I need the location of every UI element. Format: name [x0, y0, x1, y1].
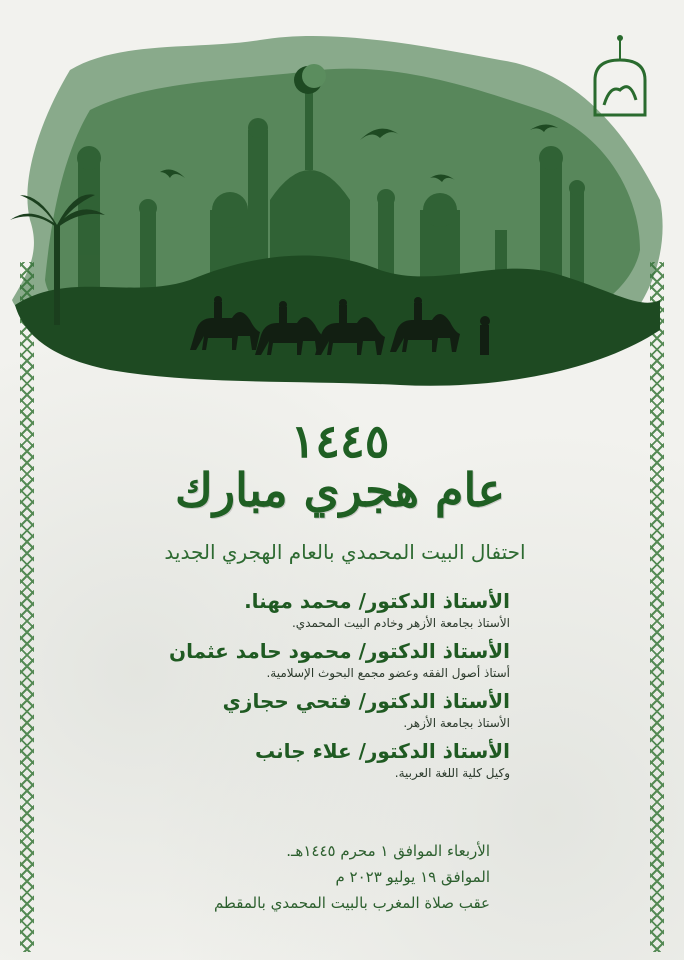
hijri-year: ١٤٤٥	[290, 414, 390, 468]
speaker-name: الأستاذ الدكتور/ فتحي حجازي	[222, 689, 510, 713]
speaker-title: الأستاذ بجامعة الأزهر.	[403, 716, 510, 730]
speaker-item	[160, 588, 510, 631]
event-date-gregorian: الموافق ١٩ يوليو ٢٠٢٣ م	[335, 868, 490, 886]
logo	[590, 30, 650, 120]
speaker-title: الأستاذ بجامعة الأزهر وخادم البيت المحمدي.	[291, 616, 510, 630]
speaker-title: أستاذ أصول الفقه وعضو مجمع البحوث الإسلامية.	[266, 666, 510, 680]
event-subtitle: احتفال البيت المحمدي بالعام الهجري الجديد	[164, 540, 526, 564]
speaker-name: الأستاذ الدكتور/ محمد مهنا.	[244, 589, 510, 613]
event-details	[150, 838, 490, 916]
mosque-caravan-illustration	[0, 0, 684, 400]
speaker-item	[160, 738, 510, 781]
speaker-name: الأستاذ الدكتور/ محمود حامد عثمان	[169, 639, 510, 663]
speakers-list	[160, 588, 510, 788]
speaker-name: الأستاذ الدكتور/ علاء جانب	[255, 739, 510, 763]
event-date-hijri: الأربعاء الموافق ١ محرم ١٤٤٥هـ.	[286, 842, 490, 860]
mosque-emblem-icon	[590, 30, 650, 120]
greeting-title: عام هجري مبارك	[175, 463, 505, 517]
speaker-title: وكيل كلية اللغة العربية.	[394, 766, 510, 780]
speaker-item	[160, 688, 510, 731]
event-location: عقب صلاة المغرب بالبيت المحمدي بالمقطم	[213, 894, 490, 912]
speaker-item	[160, 638, 510, 681]
